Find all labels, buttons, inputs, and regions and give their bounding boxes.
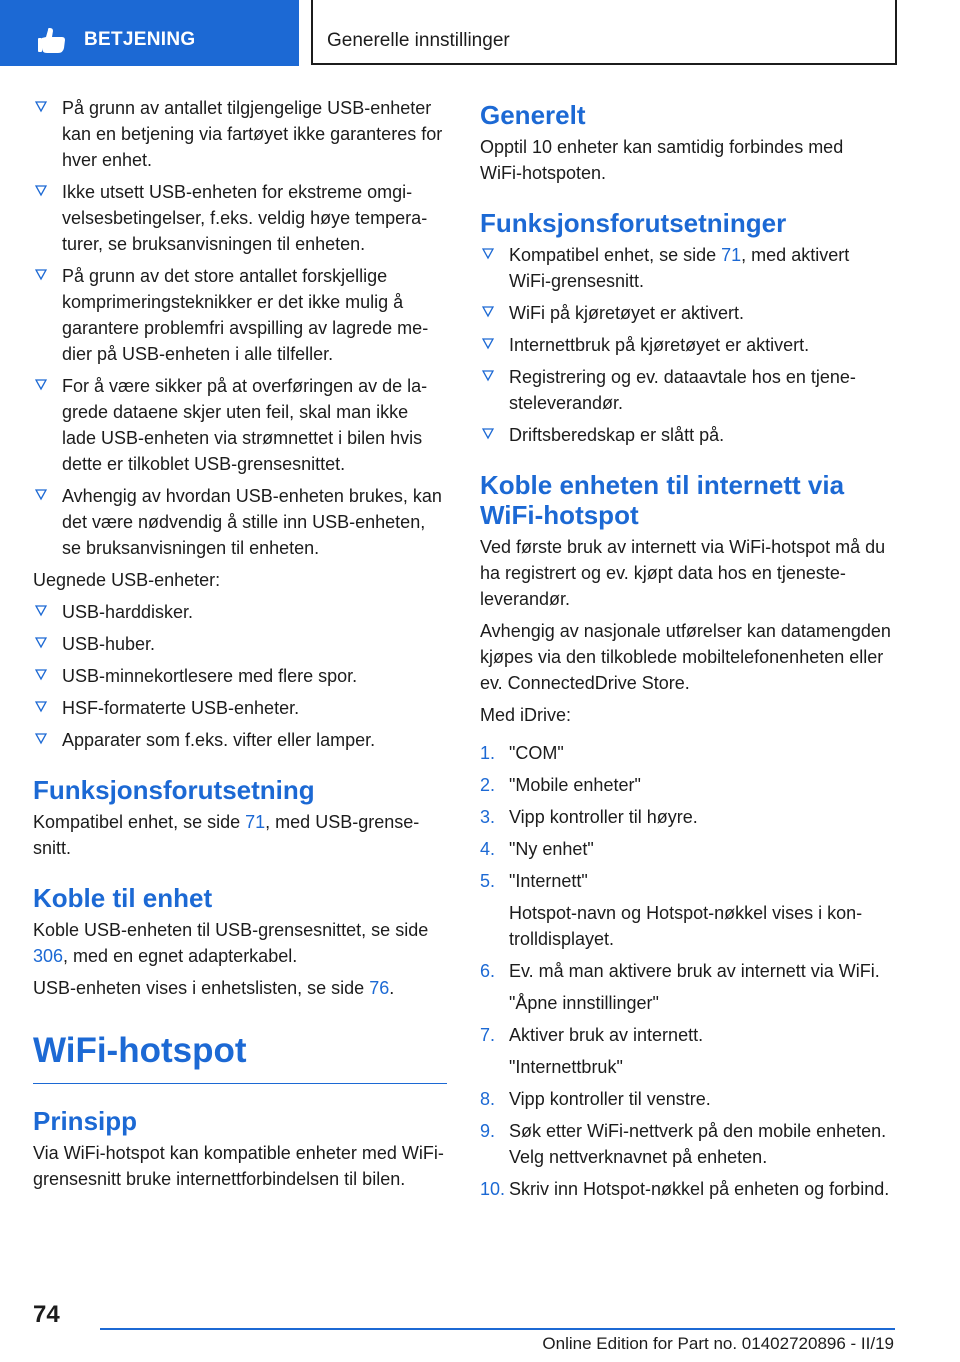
section-heading: Prinsipp <box>33 1106 138 1136</box>
triangle-bullet-icon <box>482 370 494 382</box>
list-item: På grunn av antallet tilgjengelige USB-enheter kan en betjening via fartøyet ikke garanteres for hver enhet. <box>33 95 447 173</box>
page-link[interactable]: 306 <box>33 946 64 966</box>
section-heading: Koble til enhet <box>33 883 213 913</box>
triangle-bullet-icon <box>482 428 494 440</box>
triangle-bullet-icon <box>482 338 494 350</box>
paragraph: Avhengig av nasjonale utførelser kan datamengden kjøpes via den tilkoblede mobiltelefonenheten eller ev. ConnectedDrive Store. <box>480 621 891 693</box>
section-heading: Funksjonsforutsetninger <box>480 208 787 238</box>
triangle-bullet-icon <box>35 605 47 617</box>
triangle-bullet-icon <box>35 379 47 391</box>
triangle-bullet-icon <box>35 701 47 713</box>
section-label: BETJENING <box>84 29 196 50</box>
list-item: Apparater som f.eks. vifter eller lamper. <box>33 727 447 753</box>
step-item: 8. Vipp kontroller til venstre. <box>480 1089 711 1109</box>
section-heading: Generelt <box>480 100 586 130</box>
unsuitable-intro: Uegnede USB-enheter: <box>33 570 221 590</box>
triangle-bullet-icon <box>482 248 494 260</box>
list-item: USB-huber. <box>33 631 447 657</box>
chapter-heading: WiFi-hotspot <box>33 1031 447 1084</box>
page-link[interactable]: 76 <box>369 978 390 998</box>
step-note: "Internettbruk" <box>509 1057 623 1077</box>
triangle-bullet-icon <box>35 733 47 745</box>
step-item: 10. Skriv inn Hotspot-nøkkel på enheten og forbind. <box>480 1179 890 1199</box>
paragraph: Med iDrive: <box>480 705 572 725</box>
triangle-bullet-icon <box>35 101 47 113</box>
triangle-bullet-icon <box>35 637 47 649</box>
list-item: Kompatibel enhet, se side 71, med aktivert WiFi-grensesnitt. <box>480 242 894 294</box>
step-item: 4. "Ny enhet" <box>480 839 594 859</box>
step-item: 2. "Mobile enheter" <box>480 775 641 795</box>
list-item: For å være sikker på at overføringen av de lagrede dataene skjer uten feil, skal man ikke lade USB-enheten via strømnettet i bilen hvis dette er tilkoblet USB-grensesnittet. <box>33 373 447 477</box>
triangle-bullet-icon <box>482 306 494 318</box>
step-note: "Åpne innstillinger" <box>509 993 659 1013</box>
triangle-bullet-icon <box>35 669 47 681</box>
list-item: USB-harddisker. <box>33 599 447 625</box>
step-item: 6. Ev. må man aktivere bruk av internett via WiFi. <box>480 961 880 981</box>
paragraph: Koble USB-enheten til USB-grensesnittet, se side 306, med en egnet adapterkabel. <box>33 920 429 966</box>
step-item: 7. Aktiver bruk av internett. <box>480 1025 704 1045</box>
left-column <box>33 95 447 1198</box>
list-item: Avhengig av hvordan USB-enheten brukes, kan det være nødvendig å stille inn USB-enheten, se bruksanvisningen til enheten. <box>33 483 447 561</box>
page-link[interactable]: 71 <box>245 812 266 832</box>
edition-note: Online Edition for Part no. 01402720896 - II/19 <box>542 1334 894 1353</box>
triangle-bullet-icon <box>35 489 47 501</box>
list-item: Ikke utsett USB-enheten for ekstreme omgivelsesbetingelser, f.eks. veldig høye temperaturer, se bruksanvisningen til enheten. <box>33 179 447 257</box>
page-number: 74 <box>33 1301 60 1328</box>
right-column <box>480 100 894 1208</box>
footer-divider <box>100 1328 895 1330</box>
paragraph: USB-enheten vises i enhetslisten, se side 76. <box>33 978 395 998</box>
list-item: WiFi på kjøretøyet er aktivert. <box>480 300 894 326</box>
section-tab <box>0 0 299 66</box>
paragraph: Via WiFi-hotspot kan kompatible enheter med WiFi-grensesnitt bruke internettforbindelsen til bilen. <box>33 1143 444 1189</box>
paragraph: Kompatibel enhet, se side 71, med USB-grensesnitt. <box>33 812 420 858</box>
triangle-bullet-icon <box>35 269 47 281</box>
hand-pointer-icon <box>38 26 68 54</box>
list-item: USB-minnekortlesere med flere spor. <box>33 663 447 689</box>
paragraph: Ved første bruk av internett via WiFi-hotspot må du ha registrert og ev. kjøpt data hos en tjenesteleverandør. <box>480 537 886 609</box>
chapter-label: Generelle innstillinger <box>327 30 510 51</box>
section-heading: Funksjonsforutsetning <box>33 775 315 805</box>
chapter-box <box>311 0 897 65</box>
step-item: 9. Søk etter WiFi-nettverk på den mobile enheten. Velg nettverknavnet på enheten. <box>480 1121 887 1167</box>
step-note: Hotspot-navn og Hotspot-nøkkel vises i kontrolldisplayet. <box>509 903 863 949</box>
section-heading: Koble enheten til internett via WiFi-hotspot <box>480 470 845 530</box>
list-item: Registrering og ev. dataavtale hos en tjenesteleverandør. <box>480 364 894 416</box>
paragraph: Opptil 10 enheter kan samtidig forbindes med WiFi-hotspoten. <box>480 137 844 183</box>
list-item: HSF-formaterte USB-enheter. <box>33 695 447 721</box>
list-item: På grunn av det store antallet forskjellige komprimeringsteknikker er det ikke mulig å garantere problemfri avspilling av lagrede medier på USB-enheten i alle tilfeller. <box>33 263 447 367</box>
list-item: Driftsberedskap er slått på. <box>480 422 894 448</box>
list-item: Internettbruk på kjøretøyet er aktivert. <box>480 332 894 358</box>
step-item: 3. Vipp kontroller til høyre. <box>480 807 698 827</box>
triangle-bullet-icon <box>35 185 47 197</box>
step-item: 5. "Internett" <box>480 871 588 891</box>
step-item: 1. "COM" <box>480 743 564 763</box>
page-link[interactable]: 71 <box>721 245 742 265</box>
